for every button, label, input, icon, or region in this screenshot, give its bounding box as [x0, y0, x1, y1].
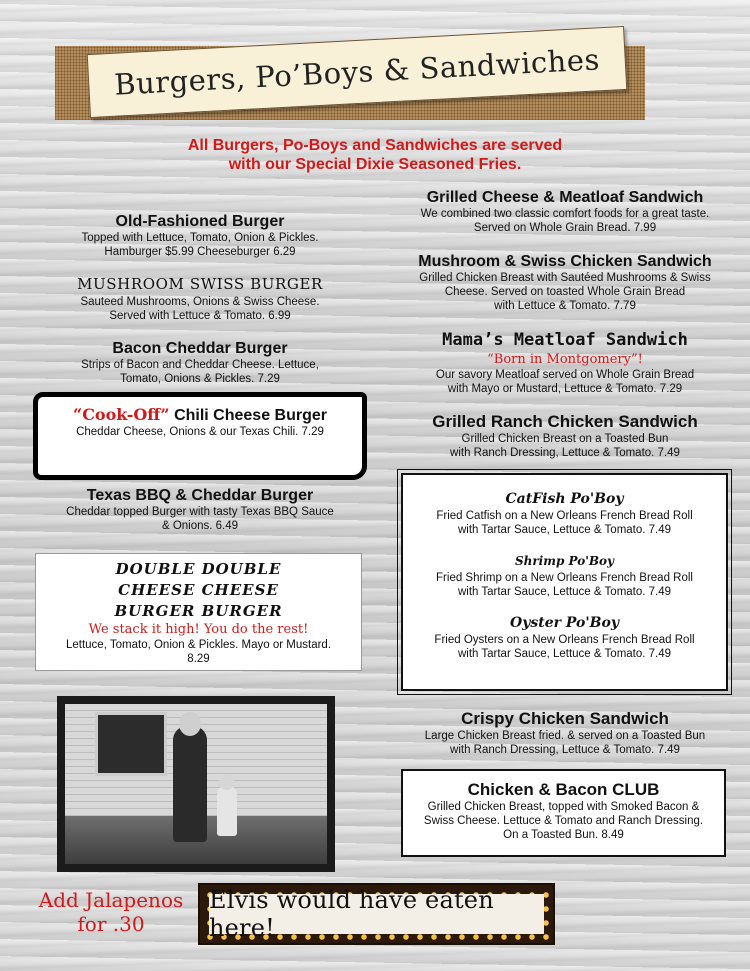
item-tagline: “Born in Montgomery”!	[487, 352, 643, 367]
double-line-1: DOUBLE DOUBLE	[115, 560, 282, 578]
item-price: Hamburger $5.99 Cheeseburger 6.29	[104, 246, 296, 258]
item-name: Bacon Cheddar Burger	[112, 340, 288, 357]
item-name: MUSHROOM SWISS BURGER	[77, 275, 323, 293]
double-burger-box	[35, 553, 362, 671]
item-price: Served with Lettuce & Tomato. 6.99	[109, 310, 291, 322]
menu-item-grilled-cheese-meatloaf	[392, 188, 738, 235]
vintage-photo-image	[65, 704, 327, 864]
item-name: Grilled Ranch Chicken Sandwich	[432, 412, 698, 431]
item-name: Crispy Chicken Sandwich	[461, 709, 669, 728]
item-price: On a Toasted Bun. 8.49	[503, 829, 624, 841]
menu-item-mamas-meatloaf	[392, 330, 738, 396]
item-name: Mushroom & Swiss Chicken Sandwich	[418, 253, 712, 270]
item-name: Chicken & Bacon CLUB	[467, 780, 660, 799]
item-name: Mama’s Meatloaf Sandwich	[442, 330, 688, 350]
item-desc: Large Chicken Breast fried. & served on a Toasted Bun	[424, 730, 706, 742]
item-name: Grilled Cheese & Meatloaf Sandwich	[426, 189, 704, 206]
double-tagline: We stack it high! You do the rest!	[88, 622, 309, 637]
add-jalapenos-line-1: Add Jalapenos	[38, 888, 184, 912]
chicken-bacon-club-box	[401, 769, 726, 857]
photo-window	[95, 712, 167, 776]
item-price: Tomato, Onions & Pickles. 7.29	[120, 373, 280, 385]
menu-item-chili-cheese-burger	[38, 405, 362, 439]
item-name: Texas BBQ & Cheddar Burger	[86, 487, 314, 504]
item-desc: Topped with Lettuce, Tomato, Onion & Pickles.	[81, 232, 319, 244]
item-price: 8.29	[187, 653, 210, 665]
item-name: Chili Cheese Burger	[169, 407, 327, 424]
item-desc: Fried Shrimp on a New Orleans French Bread Roll	[436, 572, 693, 584]
menu-item-mushroom-swiss-chicken	[392, 252, 738, 313]
item-desc: Grilled Chicken Breast with Sautéed Mushrooms & Swiss	[419, 272, 711, 284]
item-desc: Our savory Meatloaf served on Whole Grain Bread	[435, 369, 695, 381]
add-jalapenos-line-2: for .30	[77, 912, 145, 936]
item-desc: We combined two classic comfort foods for a great taste.	[420, 208, 710, 220]
photo-boy-head	[179, 712, 201, 736]
intro-line-1: All Burgers, Po-Boys and Sandwiches are served	[187, 137, 563, 154]
item-desc-2: Swiss Cheese. Lettuce & Tomato and Ranch Dressing.	[423, 815, 704, 827]
item-price: with Tartar Sauce, Lettuce & Tomato. 7.49	[457, 524, 672, 536]
chili-cheese-burger-box	[33, 392, 367, 480]
item-name: CatFish Po'Boy	[505, 491, 624, 507]
menu-item-catfish-poboy	[403, 489, 726, 537]
item-price: with Ranch Dressing, Lettuce & Tomato. 7.49	[450, 744, 680, 756]
menu-item-mushroom-swiss-burger	[35, 274, 365, 323]
photo-girl	[217, 786, 237, 836]
menu-item-crispy-chicken	[392, 708, 738, 757]
double-line-2: CHEESE CHEESE	[118, 581, 279, 599]
item-desc: Fried Oysters on a New Orleans French Bread Roll	[434, 634, 695, 646]
menu-item-texas-bbq-burger	[35, 486, 365, 533]
item-desc: Sauteed Mushrooms, Onions & Swiss Cheese.	[80, 296, 320, 308]
photo-boy	[173, 726, 207, 842]
item-desc: Strips of Bacon and Cheddar Cheese. Lettuce,	[81, 359, 319, 371]
menu-item-grilled-ranch-chicken	[392, 411, 738, 460]
poboy-box	[401, 473, 728, 691]
menu-item-shrimp-poboy	[403, 551, 726, 599]
double-line-3: BURGER BURGER	[114, 602, 283, 620]
item-name: Shrimp Po'Boy	[514, 554, 615, 568]
menu-item-bacon-cheddar-burger	[35, 339, 365, 386]
item-desc: Lettuce, Tomato, Onion & Pickles. Mayo or Mustard.	[65, 639, 332, 651]
item-price: with Mayo or Mustard, Lettuce & Tomato. 7.29	[447, 383, 683, 395]
menu-item-old-fashioned-burger	[35, 212, 365, 259]
item-desc: Grilled Chicken Breast on a Toasted Bun	[461, 433, 669, 445]
add-jalapenos	[30, 888, 192, 936]
item-name: Old-Fashioned Burger	[115, 213, 285, 230]
photo-girl-head	[219, 774, 234, 790]
item-name-highlight: “Cook-Off”	[72, 405, 170, 424]
item-name: Oyster Po'Boy	[510, 615, 619, 631]
elvis-text: Elvis would have eaten here!	[209, 894, 544, 934]
item-price: Served on Whole Grain Bread. 7.99	[473, 222, 657, 234]
item-desc: Grilled Chicken Breast, topped with Smoked Bacon &	[427, 801, 700, 813]
item-desc: Cheddar Cheese, Onions & our Texas Chili. 7.29	[76, 426, 324, 438]
item-price: & Onions. 6.49	[161, 520, 239, 532]
elvis-marquee-sign	[198, 883, 555, 945]
vintage-photo	[57, 696, 335, 872]
item-desc: Fried Catfish on a New Orleans French Bread Roll	[436, 510, 693, 522]
page-title: Burgers, Po’Boys & Sandwiches	[87, 26, 628, 118]
item-price: with Tartar Sauce, Lettuce & Tomato. 7.49	[457, 648, 672, 660]
item-price: with Tartar Sauce, Lettuce & Tomato. 7.49	[457, 586, 672, 598]
intro-text	[120, 136, 630, 174]
item-desc-2: Cheese. Served on toasted Whole Grain Bread	[444, 286, 686, 298]
item-price: with Ranch Dressing, Lettuce & Tomato. 7.49	[450, 447, 680, 459]
item-desc: Cheddar topped Burger with tasty Texas BBQ Sauce	[66, 506, 334, 518]
intro-line-2: with our Special Dixie Seasoned Fries.	[228, 156, 522, 173]
menu-item-oyster-poboy	[403, 613, 726, 661]
item-price: with Lettuce & Tomato. 7.79	[494, 300, 636, 312]
